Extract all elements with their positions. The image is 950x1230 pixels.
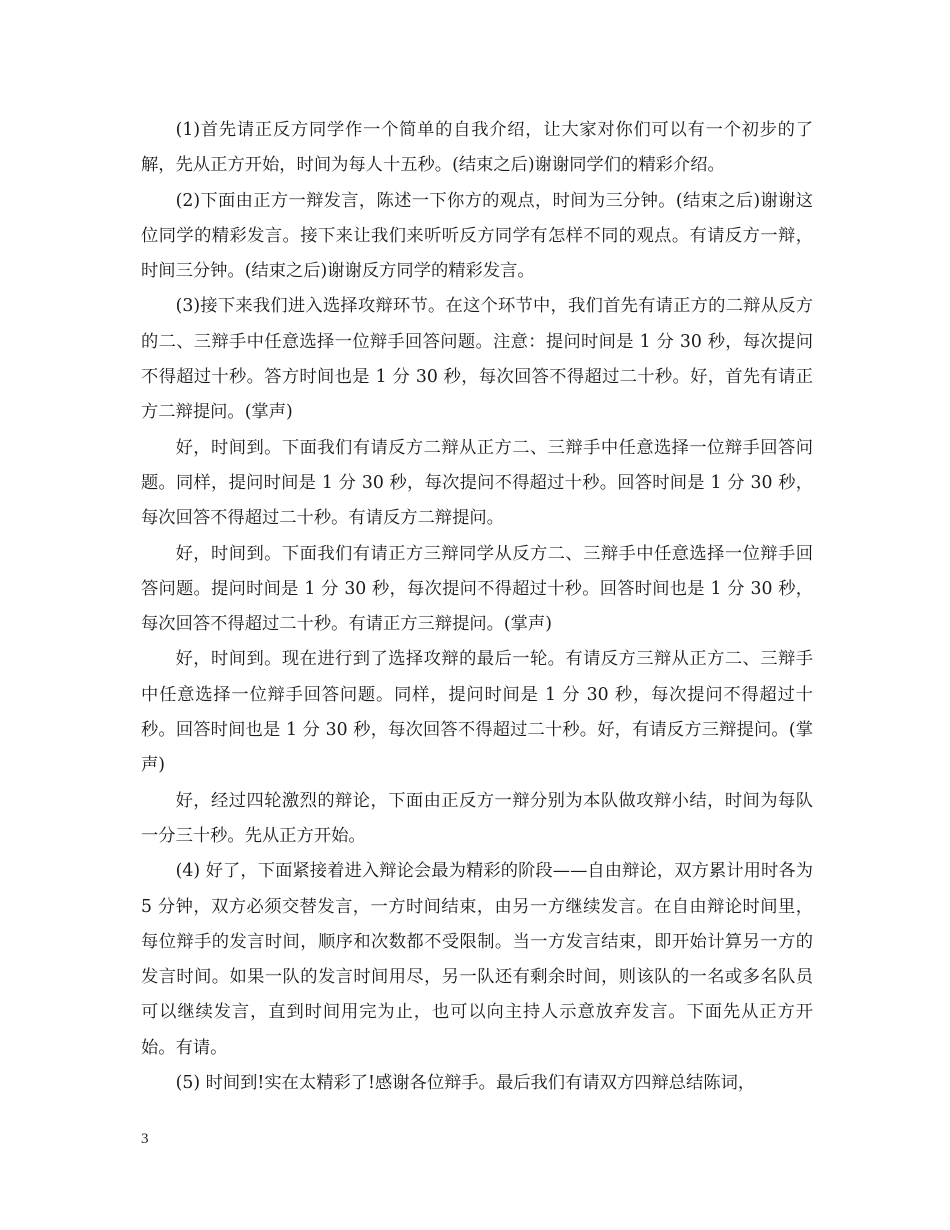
page-number: 3 <box>141 1131 149 1147</box>
paragraph-4: 好，时间到。下面我们有请反方二辩从正方二、三辩手中任意选择一位辩手回答问题。同样，提问时间是 1 分 30 秒，每次提问不得超过十秒。回答时间是 1 分 30 秒，每次回答不得超过二十秒。有请反方二辩提问。 <box>141 437 813 529</box>
paragraph-5: 好，时间到。下面我们有请正方三辩同学从反方二、三辩手中任意选择一位辩手回答问题。提问时间是 1 分 30 秒，每次提问不得超过十秒。回答时间也是 1 分 30 秒，每次回答不得超过二十秒。有请正方三辩提问。(掌声) <box>141 543 813 635</box>
document-body <box>141 113 813 1101</box>
paragraph-2: (2)下面由正方一辩发言，陈述一下你方的观点，时间为三分钟。(结束之后)谢谢这位同学的精彩发言。接下来让我们来听听反方同学有怎样不同的观点。有请反方一辩，时间三分钟。(结束之后)谢谢反方同学的精彩发言。 <box>141 190 813 282</box>
paragraph-8: (4) 好了，下面紧接着进入辩论会最为精彩的阶段——自由辩论，双方累计用时各为 5 分钟，双方必须交替发言，一方时间结束，由另一方继续发言。在自由辩论时间里，每位辩手的发言时间，顺序和次数都不受限制。当一方发言结束，即开始计算另一方的发言时间。如果一队的发言时间用尽，另一队还有剩余时间，则该队的一名或多名队员可以继续发言，直到时间用完为止，也可以向主持人示意放弃发言。下面先从正方开始。有请。 <box>141 861 813 1058</box>
paragraph-9: (5) 时间到!实在太精彩了!感谢各位辩手。最后我们有请双方四辩总结陈词， <box>175 1073 756 1094</box>
paragraph-1: (1)首先请正反方同学作一个简单的自我介绍，让大家对你们可以有一个初步的了解，先从正方开始，时间为每人十五秒。(结束之后)谢谢同学们的精彩介绍。 <box>141 120 813 176</box>
paragraph-6: 好，时间到。现在进行到了选择攻辩的最后一轮。有请反方三辩从正方二、三辩手中任意选择一位辩手回答问题。同样，提问时间是 1 分 30 秒，每次提问不得超过十秒。回答时间也是 1 分 30 秒，每次回答不得超过二十秒。好，有请反方三辩提问。(掌声) <box>141 649 813 776</box>
paragraph-7: 好，经过四轮激烈的辩论，下面由正反方一辩分别为本队做攻辩小结，时间为每队一分三十秒。先从正方开始。 <box>141 790 813 846</box>
paragraph-3: (3)接下来我们进入选择攻辩环节。在这个环节中，我们首先有请正方的二辩从反方的二、三辩手中任意选择一位辩手回答问题。注意：提问时间是 1 分 30 秒，每次提问不得超过十秒。答方时间也是 1 分 30 秒，每次回答不得超过二十秒。好，首先有请正方二辩提问。(掌声) <box>141 296 813 423</box>
